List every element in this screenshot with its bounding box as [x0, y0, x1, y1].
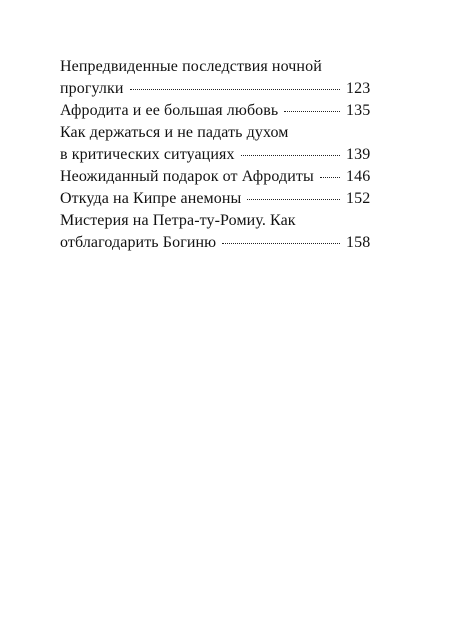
- toc-entry[interactable]: [60, 188, 370, 210]
- toc-entry-title: Непредвиденные последствия ночной: [60, 58, 322, 75]
- toc-entry[interactable]: [60, 210, 370, 254]
- toc-entry[interactable]: [60, 56, 370, 100]
- toc-entry-title-line: [60, 122, 370, 144]
- dot-leader: [320, 177, 340, 178]
- toc-entry-title: Как держаться и не падать духом: [60, 124, 289, 141]
- toc-entry-title: прогулки: [60, 80, 124, 97]
- toc-entry[interactable]: [60, 122, 370, 166]
- toc-entry-title: в критических ситуациях: [60, 146, 235, 163]
- toc-entry-title: Неожиданный подарок от Афродиты: [60, 168, 314, 185]
- dot-leader: [130, 89, 340, 90]
- toc-entry[interactable]: [60, 166, 370, 188]
- toc-entry-last-line: [60, 166, 370, 188]
- dot-leader: [284, 111, 340, 112]
- toc-entry-title: Мистерия на Петра-ту-Ромиу. Как: [60, 212, 296, 229]
- table-of-contents: [60, 56, 370, 254]
- toc-entry-title: Афродита и ее большая любовь: [60, 102, 279, 119]
- toc-entry-title: Откуда на Кипре анемоны: [60, 190, 242, 207]
- toc-entry-title-line: [60, 56, 370, 78]
- dot-leader: [247, 199, 340, 200]
- toc-entry-last-line: [60, 78, 370, 100]
- toc-entry[interactable]: [60, 100, 370, 122]
- toc-entry-last-line: [60, 232, 370, 254]
- dot-leader: [222, 243, 340, 244]
- toc-entry-last-line: [60, 188, 370, 210]
- toc-entry-last-line: [60, 144, 370, 166]
- toc-entry-page-number: 139: [346, 146, 371, 163]
- toc-entry-title: отблагодарить Богиню: [60, 234, 217, 251]
- toc-entry-page-number: 152: [346, 190, 371, 207]
- toc-entry-page-number: 135: [346, 102, 371, 119]
- toc-entry-last-line: [60, 100, 370, 122]
- toc-entry-title-line: [60, 210, 370, 232]
- toc-entry-page-number: 123: [346, 80, 371, 97]
- toc-entry-page-number: 158: [346, 234, 371, 251]
- toc-entry-page-number: 146: [346, 168, 371, 185]
- dot-leader: [241, 155, 340, 156]
